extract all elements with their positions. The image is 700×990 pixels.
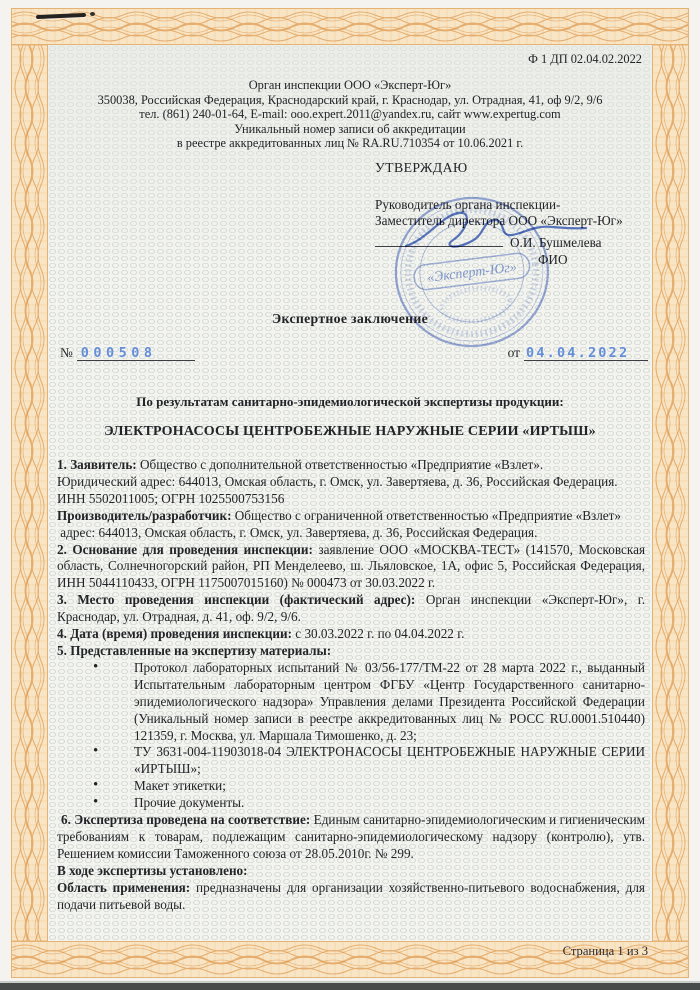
org-header [48, 78, 652, 151]
stamp-center-text: «Эксперт-Юг» [426, 260, 518, 286]
section-2-basis [57, 542, 645, 593]
section-1-applicant [57, 457, 645, 474]
date-label: от [507, 345, 520, 360]
section-6-compliance [57, 812, 645, 863]
stamped-date: 04.04.2022 [526, 345, 630, 361]
section-1-inn-ogrn: ИНН 5502011005; ОГРН 1025500753156 [57, 490, 285, 506]
form-code: Ф 1 ДП 02.04.02.2022 [528, 52, 642, 66]
section-3-text: Орган инспекции «Эксперт-Юг», г. Краснодар, ул. Отрадная, д. 41, оф. 9/2, 9/6. [57, 592, 645, 625]
section-3-place [57, 592, 645, 626]
accreditation-line-1: Уникальный номер записи об аккредитации [234, 121, 466, 136]
guilloche-border-left [11, 45, 48, 941]
section-1-manufacturer [57, 508, 645, 525]
stamped-number: 000508 [80, 345, 157, 361]
section-1-legal-address: Юридический адрес: 644013, Омская область, г. Омск, ул. Завертяева, д. 36, Российская Федерация. [57, 473, 618, 489]
section-1-manufacturer-address [57, 525, 645, 542]
org-round-stamp [381, 184, 563, 363]
conclusion-date-field [508, 344, 648, 361]
conclusion-number-field [60, 344, 195, 361]
guilloche-border-right [652, 45, 689, 941]
product-name-line: ЭЛЕКТРОНАСОСЫ ЦЕНТРОБЕЖНЫЕ НАРУЖНЫЕ СЕРИИ «ИРТЫШ» [104, 424, 596, 439]
section-2-text: заявление ООО «МОСКВА-ТЕСТ» (141570, Московская область, Солнечногорский район, РП Менделеево, ш. Льяловское, 1А, офис 5, Российская Федерация, ИНН 5044110433, ОГРН 1175007015160) № 000473 от 30.03.2022 г. [57, 541, 646, 591]
manufacturer-address-text: адрес: 644013, Омская область, г. Омск, ул. Завертяева, д. 36, Российская Федерация. [60, 524, 538, 540]
subject-intro-line: По результатам санитарно-эпидемиологической экспертизы продукции: [136, 394, 564, 409]
document-body [48, 45, 652, 941]
section-2-lead: 2. Основание для проведения инспекции: [57, 541, 313, 557]
manufacturer-text: Общество с ограниченной ответственностью «Предприятие «Взлет» [234, 507, 622, 523]
staple-dot-icon [90, 12, 95, 16]
section-4-text: с 30.03.2022 г. по 04.04.2022 г. [295, 626, 465, 642]
material-item-other-docs: • Прочие документы. [57, 795, 645, 812]
section-6-text: Единым санитарно-эпидемиологическим и гигиеническим требованиям к товарам, подлежащим санитарно-эпидемиологическому надзору (контролю), утв. Решением комиссии Таможенного союза от 28.05.2010г. № 299. [57, 812, 645, 861]
approver-position-line-2: Заместитель директора ООО «Эксперт-Юг» [375, 212, 623, 228]
established-lead-text: В ходе экспертизы установлено: [57, 862, 248, 878]
material-item-label-mockup: • Макет этикетки; [57, 778, 645, 795]
scan-edge-shadow [0, 983, 700, 990]
section-5-materials [57, 643, 645, 660]
number-underline [77, 344, 195, 361]
fio-label: ФИО [538, 252, 568, 268]
org-contact-line: тел. (861) 240-01-64, E-mail: ooo.expert.2011@yandex.ru, сайт www.expertug.com [139, 107, 561, 122]
manufacturer-lead: Производитель/разработчик: [57, 507, 232, 523]
date-underline [524, 344, 648, 361]
org-name-line: Орган инспекции ООО «Эксперт-Юг» [248, 78, 452, 92]
section-1-text: Общество с дополнительной ответственностью «Предприятие «Взлет». [140, 457, 544, 472]
document-sections [57, 457, 645, 913]
scope-lead: Область применения: [57, 879, 191, 895]
section-1-lead: 1. Заявитель: [57, 457, 137, 472]
section-3-lead: 3. Место проведения инспекции (фактический адрес): [57, 592, 416, 608]
conclusion-title: Экспертное заключение [271, 311, 429, 326]
section-4-lead: 4. Дата (время) проведения инспекции: [57, 626, 292, 642]
org-address-line: 350038, Российская Федерация, Краснодарский край, г. Краснодар, ул. Отрадная, 41, оф 9/2, 9/6 [97, 92, 603, 107]
number-label: № [60, 345, 73, 360]
material-item-tu: • ТУ 3631-004-11903018-04 ЭЛЕКТРОНАСОСЫ ЦЕНТРОБЕЖНЫЕ НАРУЖНЫЕ СЕРИИ «ИРТЫШ»; [57, 744, 645, 778]
page-number: Страница 1 из 3 [562, 944, 648, 958]
scope-text: предназначены для организации хозяйственно-питьевого водоснабжения, для подачи питьевой воды. [57, 879, 645, 912]
material-item-protocol: • Протокол лабораторных испытаний № 03/56-177/ТМ-22 от 28 марта 2022 г., выданный Испытательным лабораторным центром ФГБУ «Центр Государственного санитарно-эпидемиологического надзора» Управления делами Президента Российской Федерации (Уникальный номер записи в реестре аккредитованных лиц № РОСС RU.0001.510440) 121359, г. Москва, ул. Маршала Тимошенко, д. 23; [57, 660, 645, 745]
materials-list [57, 660, 645, 812]
number-and-date-row [48, 337, 652, 361]
approve-label: УТВЕРЖДАЮ [375, 160, 468, 175]
established-lead [57, 863, 645, 880]
application-scope [57, 880, 645, 914]
approver-position-line-1: Руководитель органа инспекции- [375, 197, 561, 212]
section-6-lead: 6. Экспертиза проведена на соответствие: [61, 812, 311, 828]
signer-name: О.И. Бушмелева [510, 235, 602, 251]
guilloche-border-top [11, 8, 689, 45]
accreditation-line-2: в реестре аккредитованных лиц № RA.RU.710354 от 10.06.2021 г. [176, 136, 524, 151]
section-5-lead: 5. Представленные на экспертизу материалы: [57, 642, 332, 658]
section-4-date [57, 626, 645, 643]
